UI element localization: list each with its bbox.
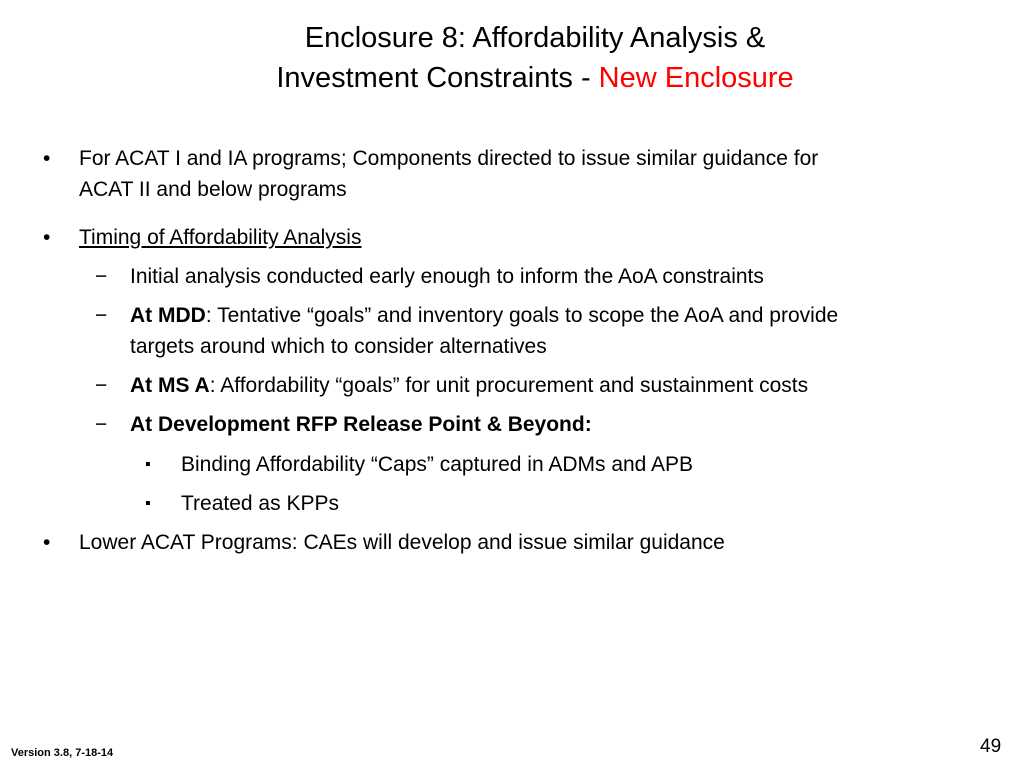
sub-item-rest: : Affordability “goals” for unit procurement and sustainment costs [209,374,809,397]
sub-item-rest: : Tentative “goals” and inventory goals to scope the AoA and provide [205,304,839,327]
bullet-text: For ACAT I and IA programs; Components directed to issue similar guidance for [79,147,819,170]
bullet-marker: • [43,531,51,554]
sub-item-bold-label: At MDD [130,304,206,327]
bullet-heading-timing: Timing of Affordability Analysis [79,226,362,249]
sub-item-bold-label: At Development RFP Release Point & Beyond: [130,413,592,436]
title-line-1: Enclosure 8: Affordability Analysis & [304,22,766,54]
bullet-marker: • [43,147,51,170]
dash-marker: − [95,304,108,327]
bullet-text-continued: ACAT II and below programs [79,178,347,201]
page-number: 49 [980,736,1002,757]
sub-item-bold-label: At MS A [130,374,210,397]
sub-item-text: Initial analysis conducted early enough to inform the AoA constraints [130,265,764,288]
dash-marker: − [95,265,108,288]
sub-item-text-continued: targets around which to consider alternatives [130,335,547,358]
dash-marker: − [95,413,108,436]
new-enclosure-label: New Enclosure [598,62,794,94]
bullet-text: Lower ACAT Programs: CAEs will develop and issue similar guidance [79,531,725,554]
version-footer: Version 3.8, 7-18-14 [11,747,114,759]
third-level-text: Treated as KPPs [181,492,339,515]
title-line-2-text: Investment Constraints - [276,62,599,94]
bullet-marker: • [43,226,51,249]
sub-item-text [130,301,838,331]
square-marker: ▪ [145,495,151,512]
sub-item-text [130,371,808,401]
third-level-text: Binding Affordability “Caps” captured in ADMs and APB [181,453,694,476]
dash-marker: − [95,374,108,397]
square-marker: ▪ [145,456,151,473]
